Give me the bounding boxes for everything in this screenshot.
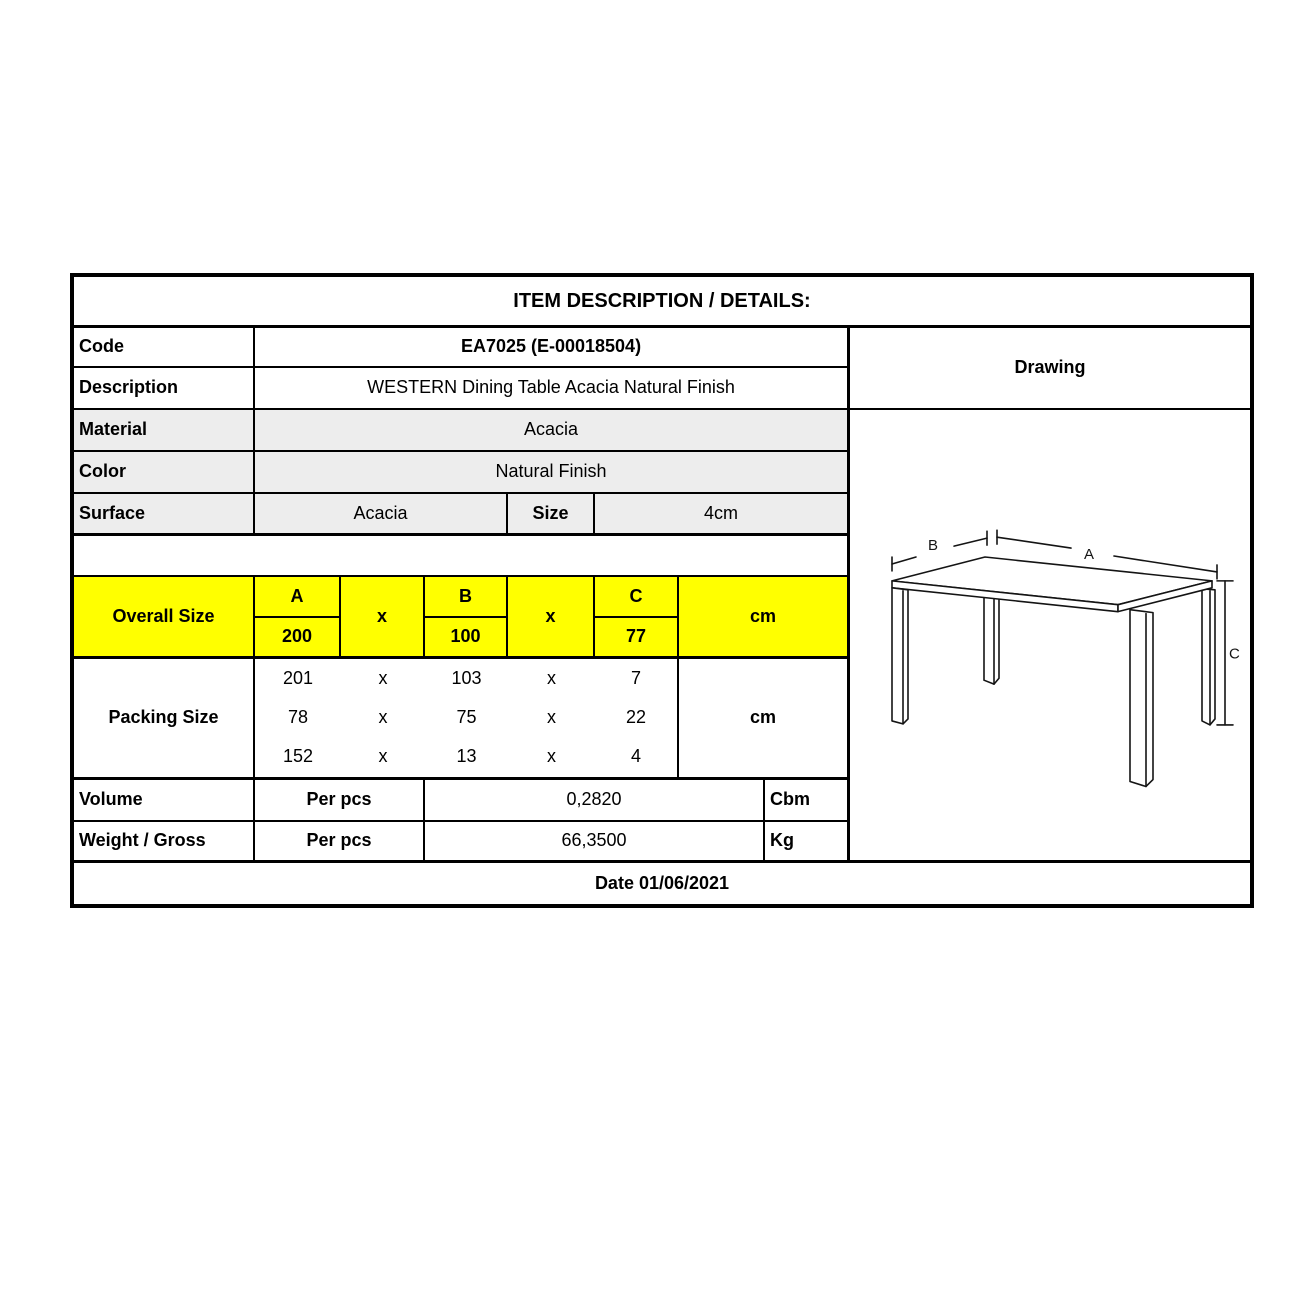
- overall-size-label: Overall Size: [74, 577, 255, 659]
- packing-cell: 75: [456, 707, 477, 728]
- surface-value: Acacia: [255, 494, 508, 536]
- surface-size-label: Size: [508, 494, 595, 536]
- packing-cell: 7: [630, 667, 641, 688]
- color-value: Natural Finish: [255, 452, 850, 494]
- color-label: Color: [74, 452, 255, 494]
- drawing-front-left-leg: [892, 588, 908, 724]
- code-label: Code: [74, 328, 255, 368]
- packing-unit: cm: [679, 659, 850, 780]
- material-value: Acacia: [255, 410, 850, 452]
- packing-cell: x: [378, 746, 388, 767]
- overall-col-c: C: [595, 577, 679, 618]
- item-spec-table: [70, 273, 1254, 908]
- packing-size-label: Packing Size: [74, 659, 255, 780]
- dim-label-b: B: [928, 537, 939, 555]
- packing-cell: x: [547, 707, 556, 728]
- overall-value-c: 77: [595, 618, 679, 659]
- weight-unit: Kg: [765, 822, 850, 863]
- overall-value-b: 100: [425, 618, 508, 659]
- overall-x2: x: [508, 577, 595, 659]
- weight-label: Weight / Gross: [74, 822, 255, 863]
- dim-label-a: A: [1084, 546, 1095, 563]
- packing-cell: 4: [630, 746, 641, 767]
- packing-cell: 152: [282, 746, 314, 767]
- weight-per: Per pcs: [255, 822, 425, 863]
- material-label: Material: [74, 410, 255, 452]
- overall-value-a: 200: [255, 618, 341, 659]
- volume-value: 0,2820: [425, 780, 765, 822]
- drawing-area: [850, 410, 1250, 863]
- packing-cell: 103: [451, 667, 482, 688]
- packing-cell: 201: [282, 667, 314, 688]
- drawing-header: Drawing: [850, 328, 1250, 410]
- packing-cell: x: [378, 707, 388, 728]
- volume-label: Volume: [74, 780, 255, 822]
- date-row: Date 01/06/2021: [594, 872, 730, 893]
- packing-cell: x: [378, 667, 388, 688]
- description-label: Description: [74, 368, 255, 410]
- drawing-front-right-leg: [1130, 610, 1153, 787]
- drawing-back-left-leg: [984, 597, 999, 684]
- overall-x1: x: [341, 577, 425, 659]
- overall-unit: cm: [679, 577, 850, 659]
- description-value: WESTERN Dining Table Acacia Natural Finish: [255, 368, 850, 410]
- surface-size-value: 4cm: [595, 494, 850, 536]
- spacer-row: [74, 536, 850, 577]
- drawing-back-right-leg: [1202, 589, 1215, 725]
- volume-unit: Cbm: [765, 780, 850, 822]
- overall-col-a: A: [255, 577, 341, 618]
- packing-cell: x: [547, 746, 556, 767]
- table-title: ITEM DESCRIPTION / DETAILS:: [74, 277, 1250, 328]
- code-value: EA7025 (E-00018504): [255, 328, 850, 368]
- weight-value: 66,3500: [425, 822, 765, 863]
- packing-size-values: [255, 659, 679, 780]
- overall-col-b: B: [425, 577, 508, 618]
- packing-cell: 13: [456, 746, 477, 767]
- table-drawing: [850, 410, 1250, 860]
- surface-label: Surface: [74, 494, 255, 536]
- volume-per: Per pcs: [255, 780, 425, 822]
- packing-cell: 22: [625, 707, 647, 728]
- dim-label-c: C: [1229, 645, 1240, 663]
- packing-cell: 78: [287, 707, 309, 728]
- packing-cell: x: [547, 667, 556, 688]
